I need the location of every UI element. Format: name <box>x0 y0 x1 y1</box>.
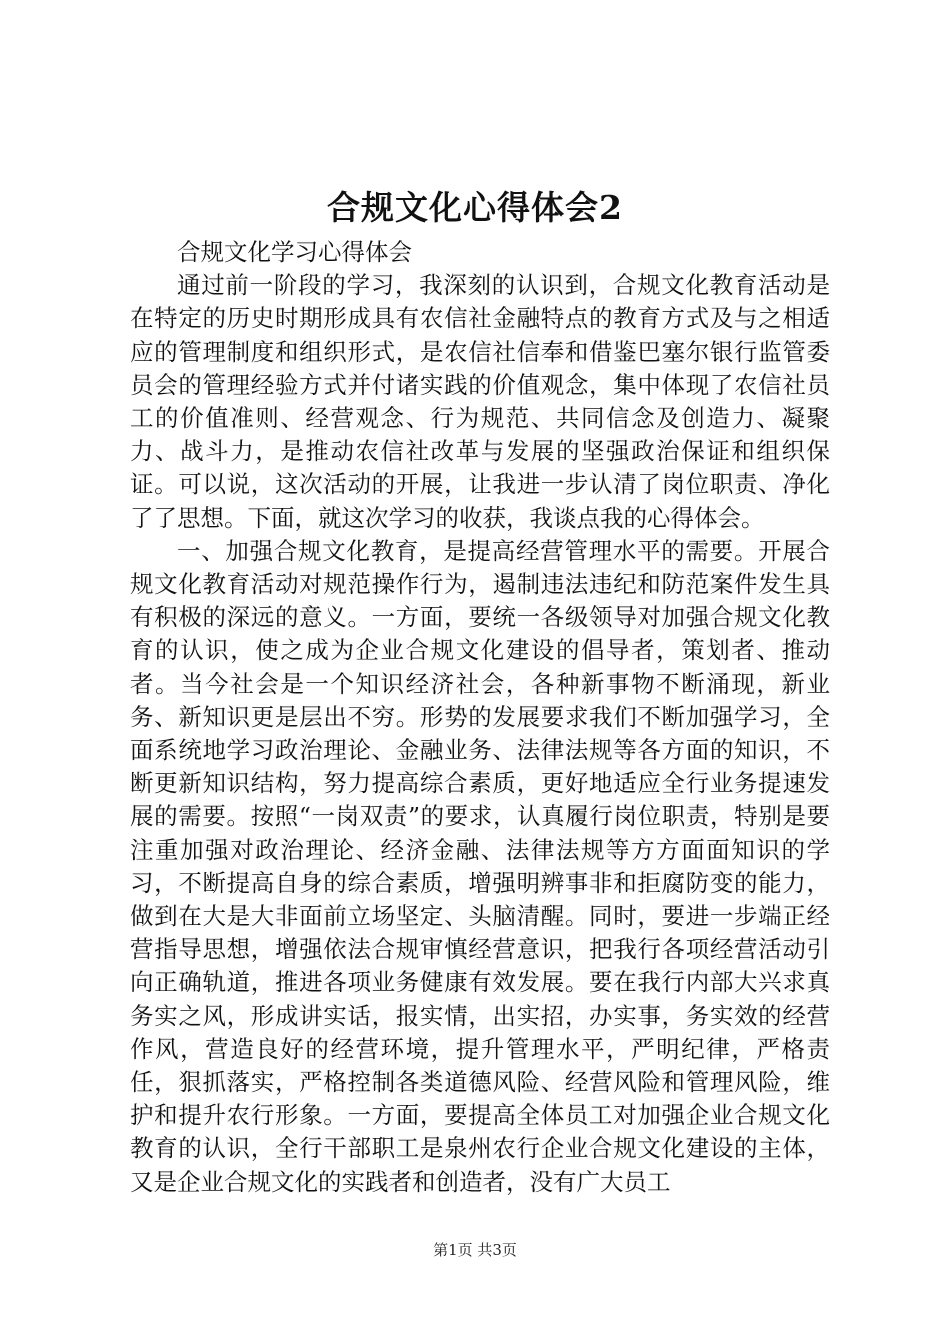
page-footer: 第1页 共3页 <box>433 1241 517 1259</box>
paragraph-2: 一、加强合规文化教育，是提高经营管理水平的需要。开展合规文化教育活动对规范操作行为，遏制违法违纪和防范案件发生具有积极的深远的意义。一方面，要统一各级领导对加强合规文化教育的认识，使之成为企业合规文化建设的倡导者，策划者、推动者。当今社会是一个知识经济社会，各种新事物不断涌现，新业务、新知识更是层出不穷。形势的发展要求我们不断加强学习，全面系统地学习政治理论、金融业务、法律法规等各方面的知识，不断更新知识结构，努力提高综合素质，更好地适应全行业务提速发展的需要。按照“一岗双责”的要求，认真履行岗位职责，特别是要注重加强对政治理论、经济金融、法律法规等方方面面知识的学习，不断提高自身的综合素质，增强明辨事非和拒腐防变的能力，做到在大是大非面前立场坚定、头脑清醒。同时，要进一步端正经营指导思想，增强依法合规审慎经营意识，把我行各项经营活动引向正确轨道，推进各项业务健康有效发展。要在我行内部大兴求真务实之风，形成讲实话，报实情，出实招，办实事，务实效的经营作风，营造良好的经营环境，提升管理水平，严明纪律，严格责任，狠抓落实，严格控制各类道德风险、经营风险和管理风险，维护和提升农行形象。一方面，要提高全体员工对加强企业合规文化教育的认识，全行干部职工是泉州农行企业合规文化建设的主体，又是企业合规文化的实践者和创造者，没有广大员工 <box>130 536 830 1196</box>
document-title: 合规文化心得体会2 <box>327 188 623 227</box>
paragraph-1: 通过前一阶段的学习，我深刻的认识到，合规文化教育活动是在特定的历史时期形成具有农信社金融特点的教育方式及与之相适应的管理制度和组织形式，是农信社信奉和借鉴巴塞尔银行监管委员会的管理经验方式并付诸实践的价值观念，集中体现了农信社员工的价值准则、经营观念、行为规范、共同信念及创造力、凝聚力、战斗力，是推动农信社改革与发展的坚强政治保证和组织保证。可以说，这次活动的开展，让我进一步认清了岗位职责、净化了了思想。下面，就这次学习的收获，我谈点我的心得体会。 <box>130 271 830 532</box>
subtitle-line: 合规文化学习心得体会 <box>177 238 412 266</box>
document-body <box>130 236 830 1199</box>
